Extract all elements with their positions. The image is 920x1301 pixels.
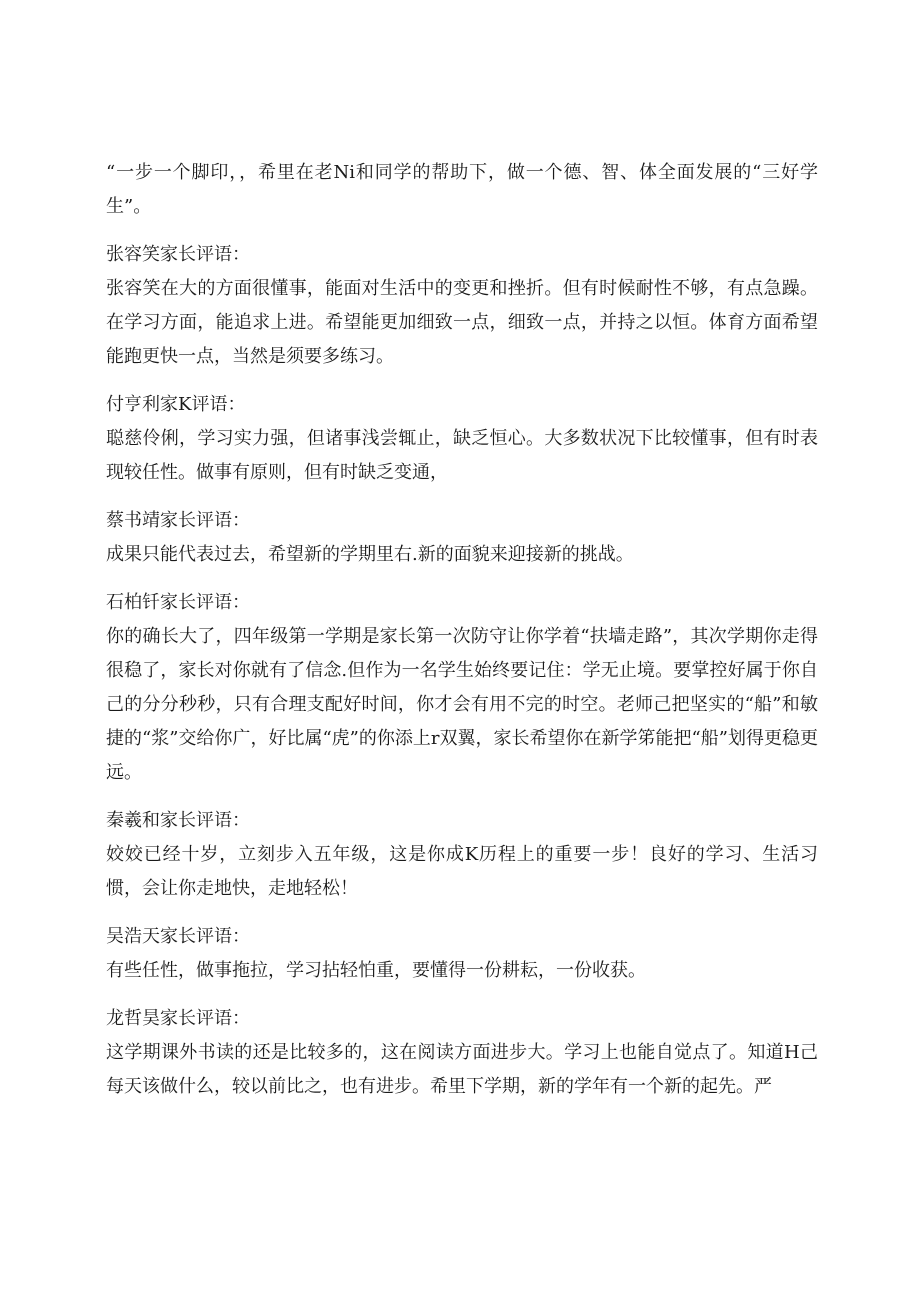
comment-section-wu xyxy=(106,920,818,988)
comment-section-shi xyxy=(106,586,818,790)
comment-section-zhang xyxy=(106,238,818,374)
document-page xyxy=(106,156,818,1118)
comment-body: 成果只能代表过去，希望新的学期里右.新的面貌来迎接新的挑战。 xyxy=(106,544,634,565)
comment-body: 有些任性，做事拖拉，学习拈轻怕重，要懂得一份耕耘，一份收获。 xyxy=(106,960,646,981)
comment-body: 聪慈伶俐，学习实力强，但诸事浅尝辄止，缺乏恒心。大多数状况下比较懂事，但有时表现较任性。做事有原则，但有时缺乏变通， xyxy=(106,428,818,483)
comment-heading: 吴浩天家长评语： xyxy=(106,926,250,947)
comment-heading: 付亨利家K评语： xyxy=(106,394,246,415)
comment-heading: 龙哲昊家长评语： xyxy=(106,1008,250,1029)
comment-section-qin xyxy=(106,804,818,906)
comment-heading: 张容笑家长评语： xyxy=(106,244,250,265)
comment-body: 张容笑在大的方面很懂事，能面对生活中的变更和挫折。但有时候耐性不够，有点急躁。在学习方面，能追求上进。希望能更加细致一点，细致一点，并持之以恒。体育方面希望能跑更快一点，当然是须要多练习。 xyxy=(106,278,818,367)
comment-section-fu xyxy=(106,388,818,490)
comment-section-cai xyxy=(106,504,818,572)
comment-heading: 蔡书靖家长评语： xyxy=(106,510,250,531)
comment-body: 姣姣已经十岁，立刻步入五年级，这是你成K历程上的重要一步！良好的学习、生活习惯，会让你走地快，走地轻松！ xyxy=(106,844,818,899)
comment-body: 你的确长大了，四年级第一学期是家长第一次防守让你学着“扶墙走路”，其次学期你走得很稳了，家长对你就有了信念.但作为一名学生始终要记住：学无止境。要掌控好属于你自己的分分秒秒，只有合理支配好时间，你才会有用不完的时空。老师己把坚实的“船”和敏捷的“浆”交给你广，好比属“虎”的你添上r双翼，家长希望你在新学笫能把“船”划得更稳更远。 xyxy=(106,626,818,783)
comment-heading: 石柏钎家长评语： xyxy=(106,592,250,613)
comment-heading: 秦羲和家长评语： xyxy=(106,810,250,831)
comment-section-long xyxy=(106,1002,818,1104)
intro-paragraph: “一步一个脚印，，希里在老Ni和同学的帮助下，做一个德、智、体全面发展的“三好学生”。 xyxy=(106,162,818,217)
comment-body: 这学期课外书读的还是比较多的，这在阅读方面进步大。学习上也能自觉点了。知道H己每天该做什么，较以前比之，也有进步。希里下学期，新的学年有一个新的起先。严 xyxy=(106,1042,818,1097)
